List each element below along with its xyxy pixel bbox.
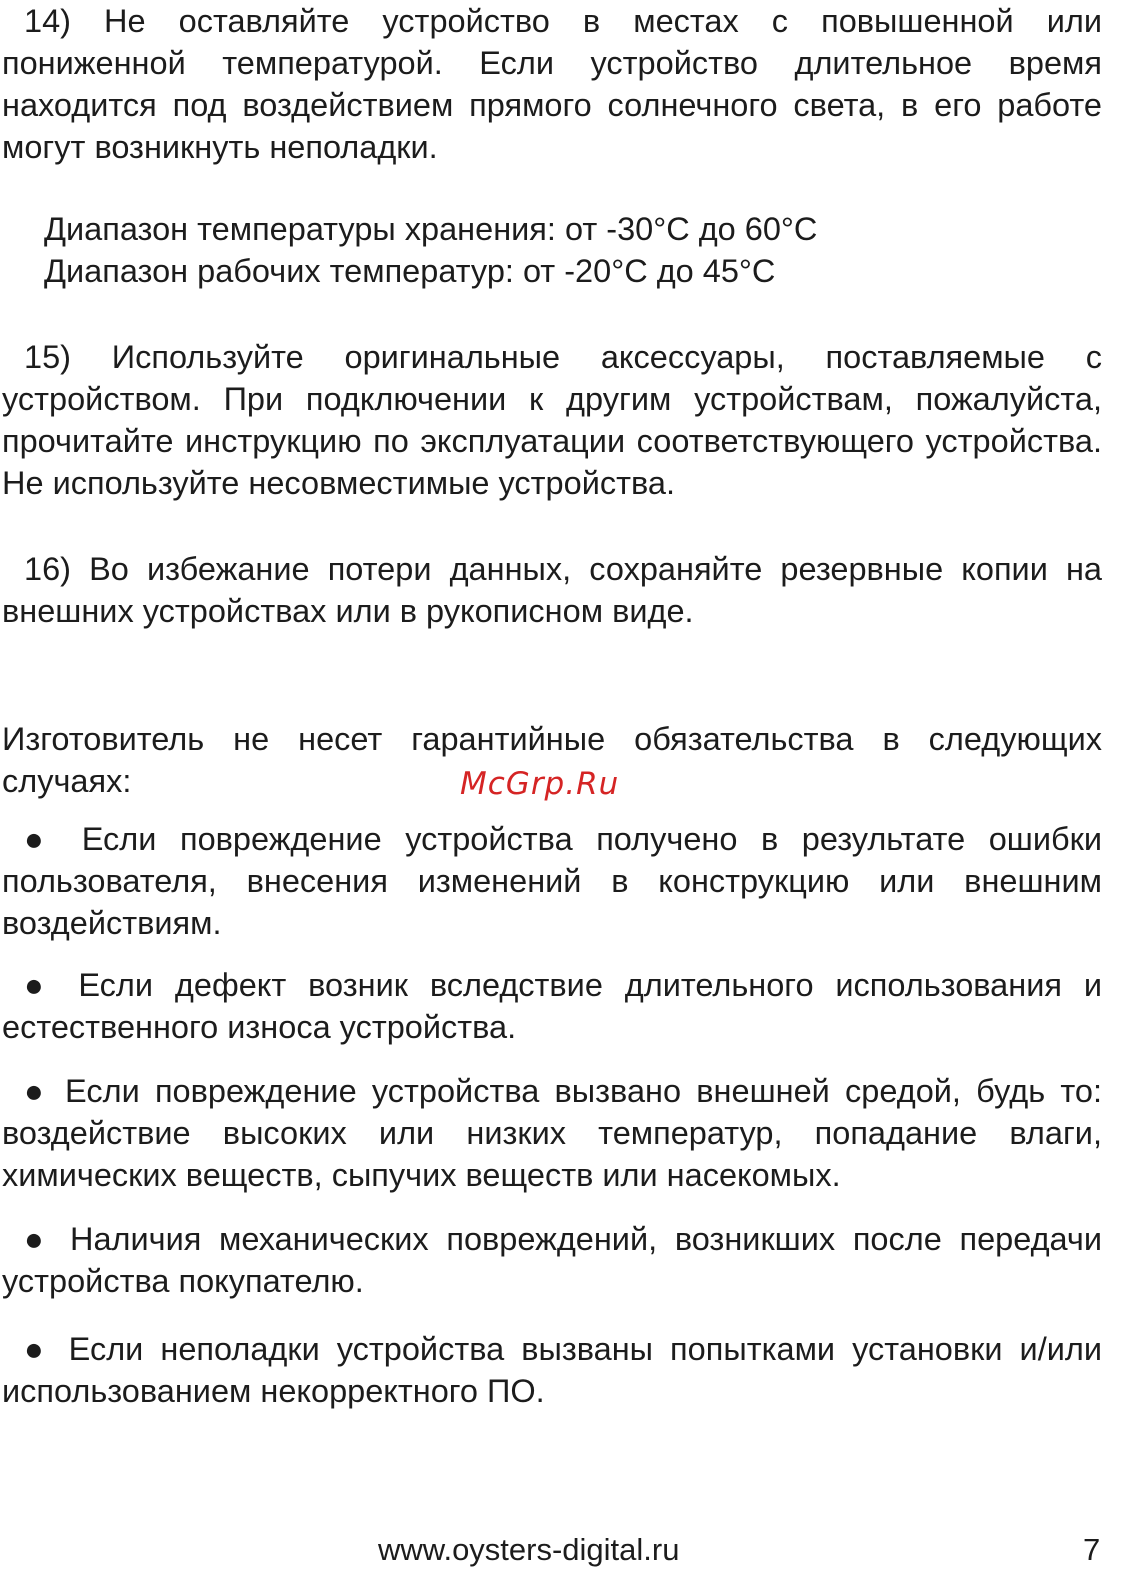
page-number: 7 [1083, 1532, 1101, 1567]
paragraph-16: 16) Во избежание потери данных, сохраняйте резервные копии на внешних устройствах или в рукописном виде. [2, 551, 1102, 629]
paragraph-14: 14) Не оставляйте устройство в местах с повышенной или пониженной температурой. Если устройство длительное время находится под воздействием прямого солнечного света, в его работе могут возникнуть неполадки. [2, 3, 1102, 165]
warranty-bullet-environment: ● Если повреждение устройства вызвано внешней средой, будь то: воздействие высоких или низких температур, попадание влаги, химических веществ, сыпучих веществ или насекомых. [2, 1073, 1102, 1193]
warranty-bullet-wear: ● Если дефект возник вследствие длительного использования и естественного износа устройства. [2, 967, 1102, 1045]
website-link[interactable]: www.oysters-digital.ru [378, 1532, 680, 1567]
warranty-bullet-software: ● Если неполадки устройства вызваны попытками установки и/или использованием некорректного ПО. [2, 1331, 1102, 1409]
paragraph-15: 15) Используйте оригинальные аксессуары, поставляемые с устройством. При подключении к другим устройствам, пожалуйста, прочитайте инструкцию по эксплуатации соответствующего устройства. Не используйте несовместимые устройства. [2, 339, 1102, 501]
watermark: McGrp.Ru [460, 766, 620, 802]
warranty-intro: Изготовитель не несет гарантийные обязательства в следующих случаях: [2, 721, 1102, 799]
operating-temperature-range: Диапазон рабочих температур: от -20°C до 45°C [44, 253, 776, 289]
warranty-bullet-user-error: ● Если повреждение устройства получено в результате ошибки пользователя, внесения изменений в конструкцию или внешним воздействиям. [2, 821, 1102, 941]
storage-temperature-range: Диапазон температуры хранения: от -30°C до 60°C [44, 211, 818, 247]
warranty-bullet-mechanical-damage: ● Наличия механических повреждений, возникших после передачи устройства покупателю. [2, 1221, 1102, 1299]
